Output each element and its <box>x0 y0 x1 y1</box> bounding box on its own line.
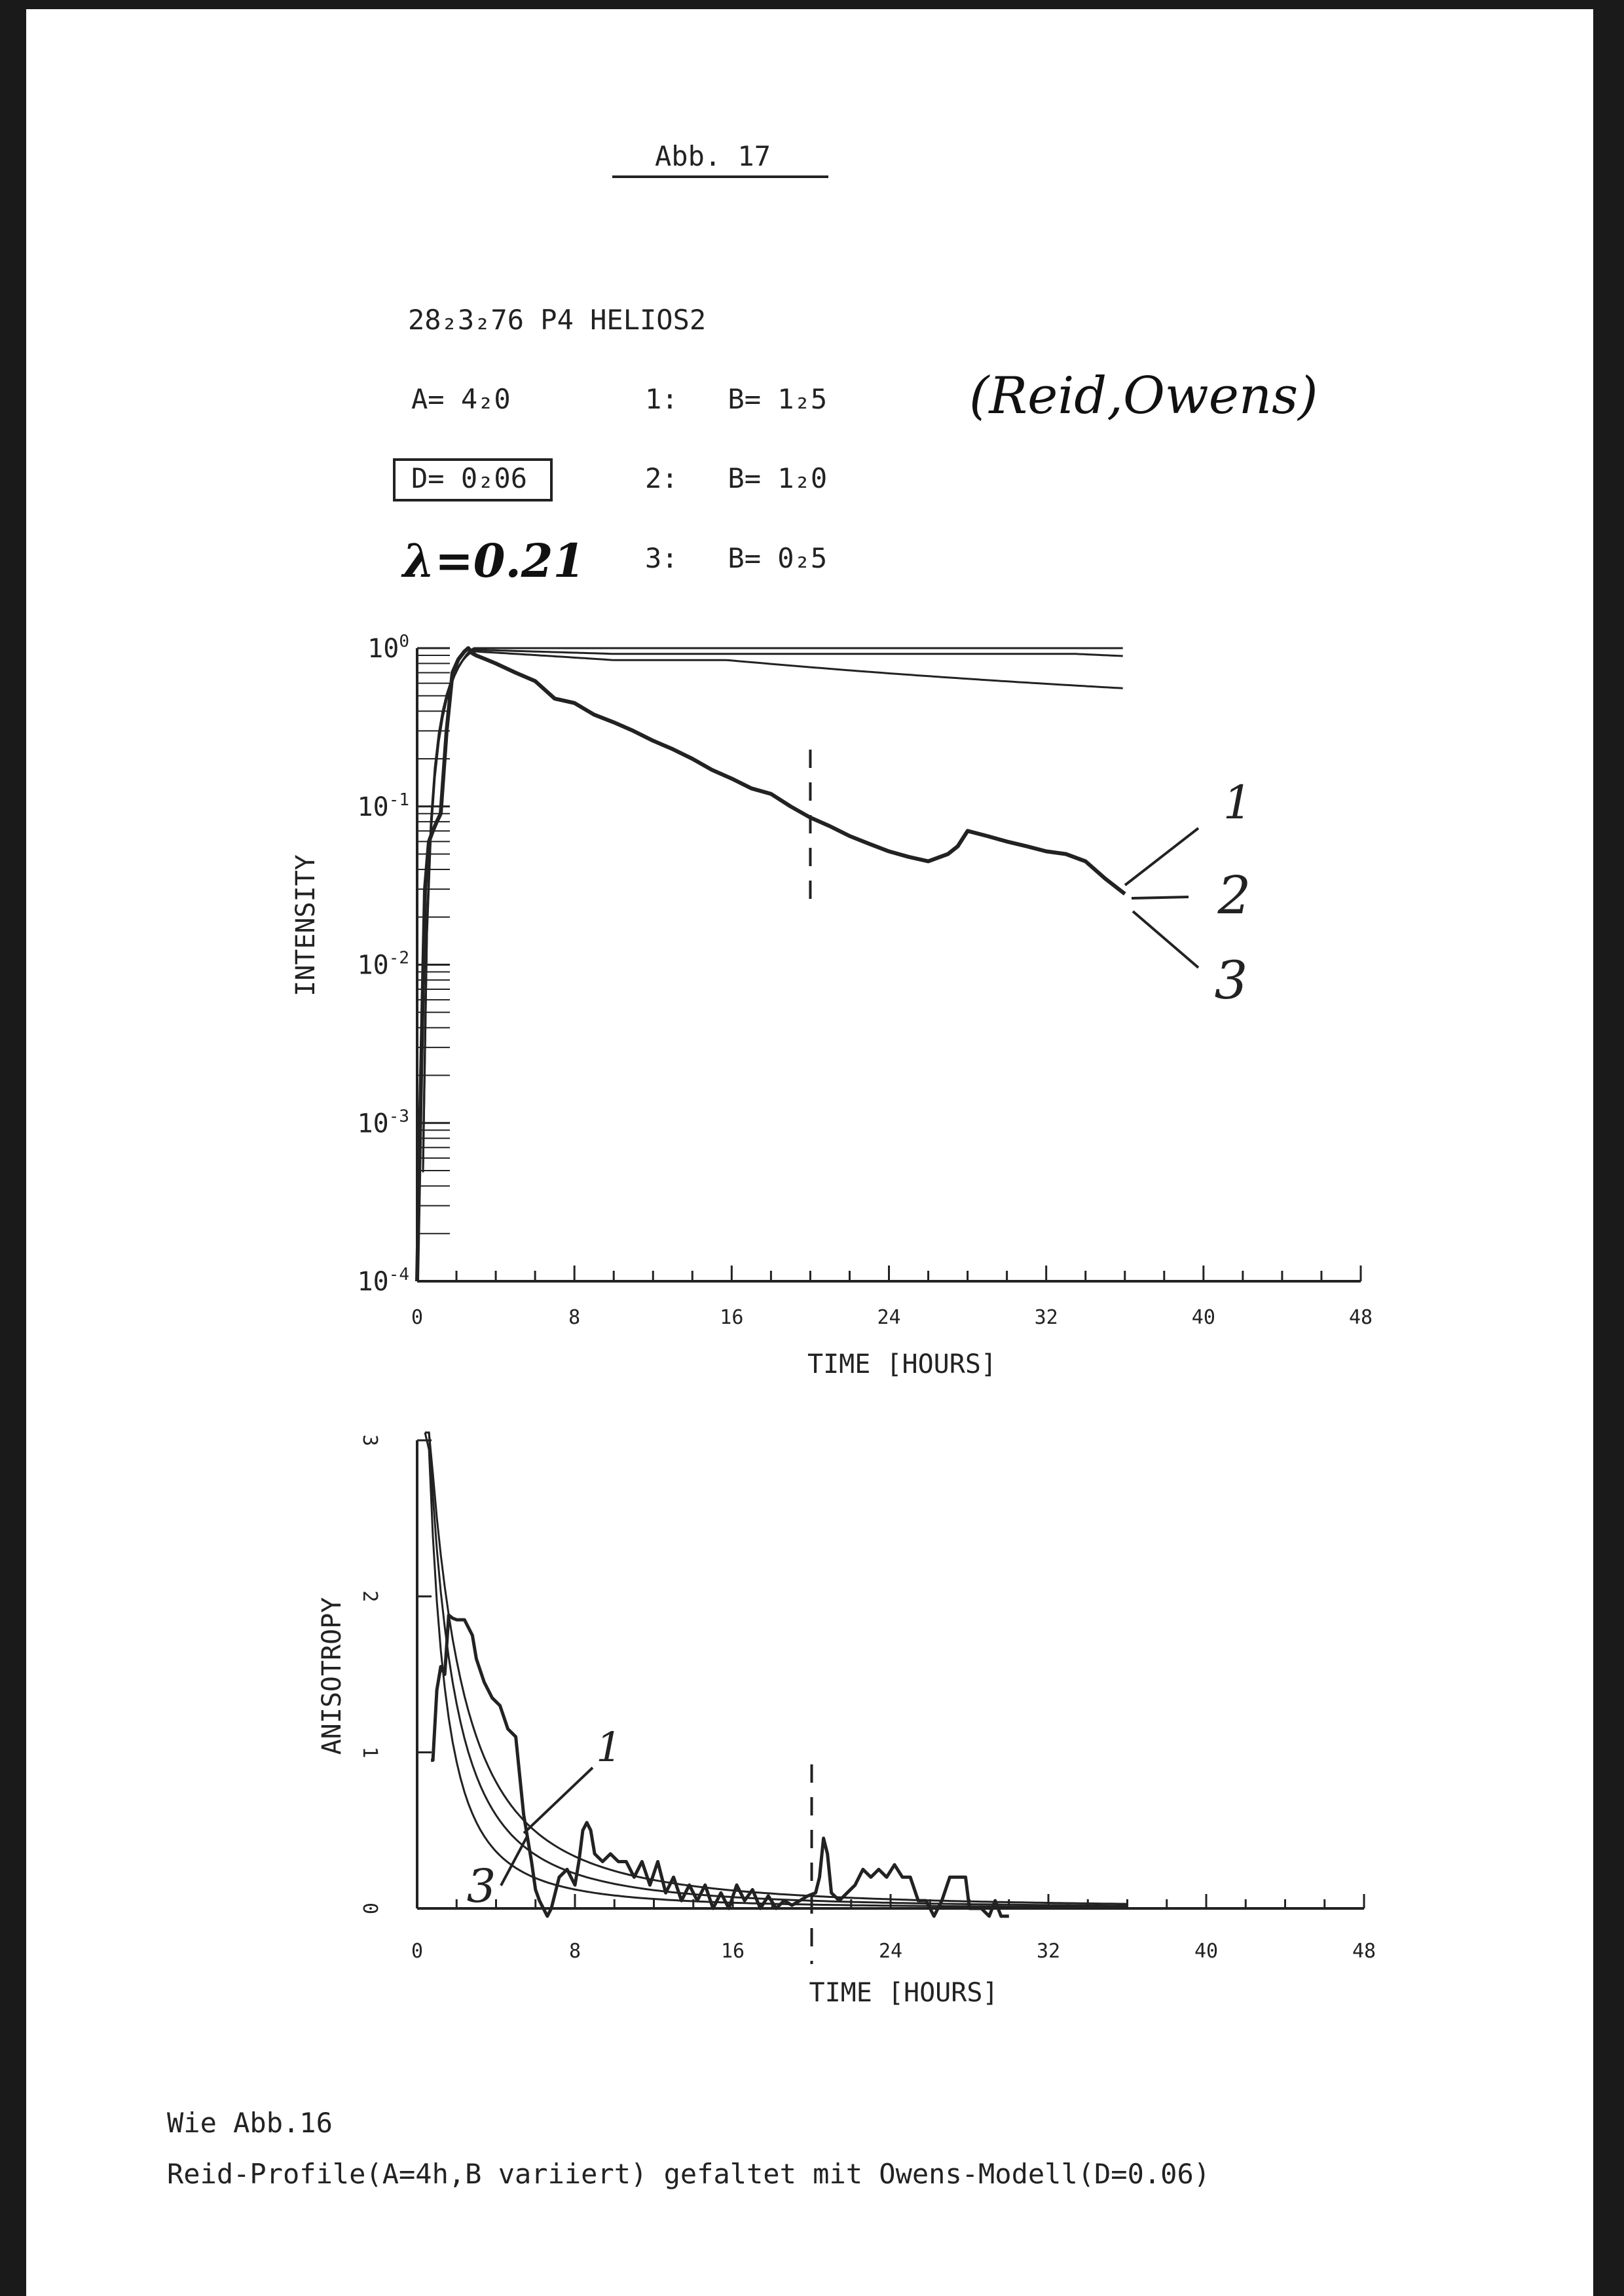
intensity-curve-label: 2 <box>1217 865 1251 926</box>
intensity-x-tick-label: 16 <box>720 1306 744 1329</box>
anisotropy-x-tick-label: 8 <box>568 1940 581 1963</box>
anisotropy-x-label: TIME [HOURS] <box>809 1978 999 2008</box>
intensity-x-tick-label: 8 <box>568 1306 581 1329</box>
intensity-y-tick-label: $10^{-4}$ <box>357 1265 409 1297</box>
anisotropy-y-tick-label: 1 <box>358 1746 381 1758</box>
intensity-x-tick-label: 32 <box>1034 1306 1058 1329</box>
intensity-curve-label: 1 <box>1223 776 1253 829</box>
intensity-x-tick-label: 40 <box>1191 1306 1215 1329</box>
caption-line-1: Wie Abb.16 <box>167 2107 333 2139</box>
param-b1: 1: B= 1₂5 <box>645 383 828 415</box>
anisotropy-y-tick-label: 0 <box>358 1902 381 1915</box>
intensity-y-tick-exponent: -2 <box>388 948 409 968</box>
intensity-leader-1 <box>1125 828 1198 885</box>
intensity-y-tick-label: $10^{-1}$ <box>357 790 409 822</box>
intensity-y-tick-exponent: 0 <box>399 632 409 651</box>
intensity-x-tick-label: 0 <box>411 1306 424 1329</box>
anisotropy-y-label: ANISOTROPY <box>317 1597 347 1755</box>
anisotropy-x-tick-label: 48 <box>1352 1940 1376 1963</box>
intensity-model-curve-2 <box>423 650 1123 1169</box>
anisotropy-x-tick-label: 24 <box>878 1940 903 1963</box>
param-b3: 3: B= 0₂5 <box>645 542 828 574</box>
anisotropy-x-tick-label: 32 <box>1036 1940 1061 1963</box>
intensity-model-curve-1 <box>423 648 1123 1173</box>
intensity-y-tick-exponent: -3 <box>388 1106 409 1127</box>
param-d: D= 0₂06 <box>411 462 528 494</box>
param-b2: 2: B= 1₂0 <box>645 462 828 494</box>
caption-line-2: Reid-Profile(A=4h,B variiert) gefaltet mit Owens-Modell(D=0.06) <box>167 2158 1211 2190</box>
intensity-x-label: TIME [HOURS] <box>807 1349 997 1379</box>
intensity-model-curve-3 <box>423 651 1123 1158</box>
figure-header: 28₂3₂76 P4 HELIOS2 <box>408 304 707 336</box>
intensity-y-tick-exponent: -4 <box>388 1265 409 1285</box>
intensity-leader-2 <box>1132 897 1189 898</box>
intensity-x-tick-label: 24 <box>877 1306 901 1329</box>
intensity-leader-3 <box>1133 911 1198 968</box>
intensity-x-tick-label: 48 <box>1348 1306 1373 1329</box>
intensity-y-tick-label: $10^{-2}$ <box>357 948 409 981</box>
handwritten-lambda: λ=0.21 <box>403 534 585 588</box>
figure-title: Abb. 17 <box>655 140 771 172</box>
anisotropy-x-tick-label: 40 <box>1194 1940 1219 1963</box>
handwritten-reid-owens: (Reid,Owens) <box>969 367 1318 426</box>
intensity-measured-series <box>417 648 1125 1281</box>
anisotropy-y-tick-label: 2 <box>358 1590 381 1603</box>
anisotropy-leader-1 <box>524 1768 593 1833</box>
anisotropy-curve-label: 3 <box>466 1859 496 1913</box>
param-a: A= 4₂0 <box>411 383 511 415</box>
anisotropy-model-curve-3 <box>425 1432 1128 1907</box>
intensity-y-tick-exponent: -1 <box>388 790 409 810</box>
anisotropy-model-curve-2 <box>425 1432 1128 1906</box>
intensity-y-tick-label: $10^0$ <box>367 632 409 664</box>
intensity-y-tick-label: $10^{-3}$ <box>357 1106 409 1139</box>
anisotropy-model-curve-1 <box>425 1432 1128 1904</box>
anisotropy-x-tick-label: 16 <box>720 1940 745 1963</box>
anisotropy-measured-series <box>431 1615 1009 1916</box>
anisotropy-y-tick-label: 3 <box>358 1434 381 1447</box>
intensity-y-label: INTENSITY <box>291 854 321 996</box>
intensity-curve-label: 3 <box>1214 950 1248 1011</box>
anisotropy-curve-label: 1 <box>596 1723 622 1771</box>
anisotropy-x-tick-label: 0 <box>411 1940 424 1963</box>
